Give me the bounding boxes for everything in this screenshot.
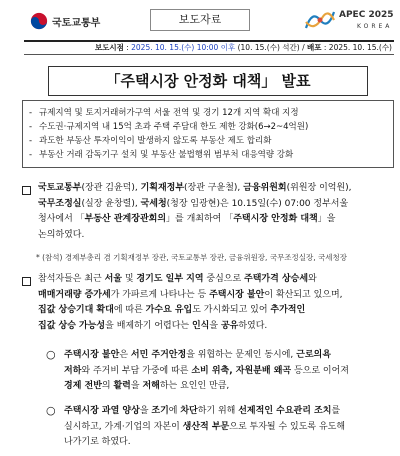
- bold-text-run: 추가적인: [270, 305, 306, 315]
- bold-text-run: 경제 전반: [64, 381, 102, 391]
- text-run: 을 위협하는 문제인 동시에,: [186, 350, 297, 360]
- release-time-extra: (10. 15.(수) 석간): [237, 43, 300, 52]
- paragraph-measures: [64, 404, 396, 451]
- text-run: 논의하였다.: [38, 229, 85, 240]
- text-run: 을: [209, 320, 221, 331]
- para-line: [38, 181, 394, 197]
- bold-text-run: 생산적 부문: [182, 421, 230, 432]
- text-run: 」을: [317, 214, 336, 224]
- text-run: (장관 김윤덕),: [81, 183, 141, 193]
- para-line: [64, 420, 396, 436]
- text-run: 및: [121, 274, 137, 284]
- page-title: 「주택시장 안정화 대책」 발표: [48, 66, 368, 96]
- text-run: 의: [101, 381, 114, 391]
- para-line: [38, 272, 394, 288]
- text-run: 에 따른: [113, 305, 146, 315]
- summary-item: - 부동산 거래 감독기구 설치 및 부동산 불법행위 범부처 대응역량 강화: [29, 150, 294, 160]
- apec-label: [339, 10, 394, 32]
- bold-text-run: 저하: [64, 365, 82, 376]
- bold-text-run: 가수요 유입: [145, 305, 193, 315]
- text-run: 이 확산되고 있으며,: [264, 289, 343, 300]
- release-time-label: 보도시점: [94, 43, 124, 52]
- circle-bullet-icon: ○: [46, 404, 56, 417]
- bold-text-run: 기획재정부: [140, 183, 185, 193]
- bold-text-run: 경기도 일부 지역: [136, 274, 204, 284]
- text-run: 으로 투자될 수 있도록 유도해: [229, 421, 346, 432]
- summary-item: - 규제지역 및 토지거래허가구역 서울 전역 및 경기 12개 지역 확대 지정: [29, 108, 299, 118]
- apec-logo-icon: [302, 8, 338, 32]
- bold-text-run: 저해: [142, 381, 160, 391]
- bold-text-run: 주택시장 불안: [209, 289, 265, 300]
- bold-text-run: 활력: [113, 381, 131, 391]
- ministry-name: 국토교통부: [52, 18, 101, 29]
- para-line: [64, 379, 396, 395]
- para-line: [64, 348, 396, 364]
- text-run: 가 가파르게 나타나는 등: [110, 289, 210, 300]
- text-run: 를: [331, 406, 341, 416]
- bold-text-run: 부동산 관계장관회의: [84, 214, 167, 224]
- bold-text-run: 주택가격 상승세: [244, 274, 309, 284]
- summary-list: [23, 101, 393, 162]
- bold-text-run: 근로의욕: [296, 350, 331, 360]
- square-bullet-icon: [22, 186, 31, 195]
- text-run: (청장 임광현)은 10.15일(수) 07:00 정부서울: [166, 198, 349, 209]
- para-line: [38, 319, 394, 335]
- bold-text-run: 국세청: [140, 198, 167, 209]
- text-run: 청사에서 「: [38, 214, 85, 224]
- text-run: 하기 위해: [197, 406, 239, 416]
- document-header: [0, 0, 400, 38]
- bold-text-run: 국토교통부: [38, 183, 82, 193]
- text-run: 와 주거비 부담 가중에 따른: [81, 365, 192, 376]
- text-run: 참석자들은 최근: [38, 274, 105, 284]
- bold-text-run: 매매거래량 증가세: [38, 289, 111, 300]
- para-line: [38, 288, 394, 304]
- text-run: 을: [130, 381, 143, 391]
- text-run: 하는 요인인 만큼,: [159, 381, 230, 391]
- text-run: (실장 윤창렬),: [81, 198, 141, 209]
- bold-text-run: 주택시장 안정화 대책: [233, 214, 318, 224]
- text-run: 등으로 이어져: [291, 365, 349, 376]
- square-bullet-icon: [22, 277, 31, 286]
- para-line: [38, 303, 394, 319]
- paragraph-impact: [64, 348, 396, 395]
- bold-text-run: 국무조정실: [38, 198, 82, 209]
- bold-text-run: 인식: [191, 320, 210, 331]
- bold-text-run: 집값 상승 가능성: [38, 320, 106, 331]
- para-line: [38, 197, 394, 213]
- text-run: 을 배제하기 어렵다는: [105, 320, 192, 331]
- bold-text-run: 서울: [104, 274, 122, 284]
- release-time-value: 2025. 10. 15.(수) 10:00 이후: [131, 43, 236, 52]
- bold-text-run: 공유: [220, 320, 239, 331]
- bold-text-run: 주택시장 불안: [64, 350, 120, 360]
- bold-text-run: 선제적인 수요관리 조치: [238, 406, 332, 416]
- text-run: 은: [119, 350, 131, 360]
- attendee-note: * (참석) 경제부총리 겸 기획재정부 장관, 국토교통부 장관, 금융위원장, 국무조정실장, 국세청장: [36, 253, 348, 262]
- bold-text-run: 금융위원회: [243, 183, 287, 193]
- apec-subtitle: KOREA: [357, 23, 393, 30]
- bold-text-run: 서민 주거안정: [130, 350, 187, 360]
- apec-title: APEC 2025: [339, 10, 394, 20]
- para-line: [38, 212, 394, 228]
- text-run: (위원장 이억원),: [286, 183, 352, 193]
- bold-text-run: 조기: [151, 406, 169, 416]
- distribution-label: 배포: [306, 43, 322, 52]
- text-run: 」를 개최하여 「: [166, 214, 234, 224]
- taegeuk-logo-icon: [30, 12, 48, 30]
- text-run: 에: [168, 406, 181, 416]
- doc-type-label: 보도자료: [150, 9, 250, 31]
- text-run: 실시하고, 가계·기업의 자본이: [64, 421, 183, 432]
- bold-text-run: 주택시장 과열 양상: [64, 406, 140, 416]
- text-run: 도 가시화되고 있어: [192, 305, 271, 315]
- circle-bullet-icon: ○: [46, 348, 56, 361]
- bold-text-run: 차단: [180, 406, 198, 416]
- release-info: 보도시점 : 2025. 10. 15.(수) 10:00 이후 (10. 15.(수) 석간) / 배포 : 2025. 10. 15.(수): [24, 40, 394, 55]
- para-line: [64, 364, 396, 380]
- text-run: (장관 구윤철),: [184, 183, 244, 193]
- para-line: [64, 404, 396, 420]
- text-run: 와: [308, 274, 317, 284]
- bold-text-run: 집값 상승기대 확대: [38, 305, 114, 315]
- bold-text-run: 소비 위축, 자원분배 왜곡: [191, 365, 292, 376]
- paragraph-meeting: [38, 181, 394, 243]
- summary-box: [22, 100, 394, 168]
- para-line: [38, 228, 394, 244]
- summary-item: - 수도권·규제지역 내 15억 초과 주택 주담대 한도 제한 강화(6→2~4억원): [29, 122, 309, 132]
- para-line: [64, 435, 396, 451]
- text-run: 을: [139, 406, 152, 416]
- text-run: 하였다.: [238, 320, 268, 331]
- text-run: 나가기로 하였다.: [64, 437, 131, 447]
- paragraph-market: [38, 272, 394, 334]
- distribution-value: 2025. 10. 15.(수): [328, 43, 392, 52]
- summary-item: - 과도한 부동산 투자이익이 발생하지 않도록 부동산 제도 합리화: [29, 136, 272, 146]
- text-run: 중심으로: [203, 274, 245, 284]
